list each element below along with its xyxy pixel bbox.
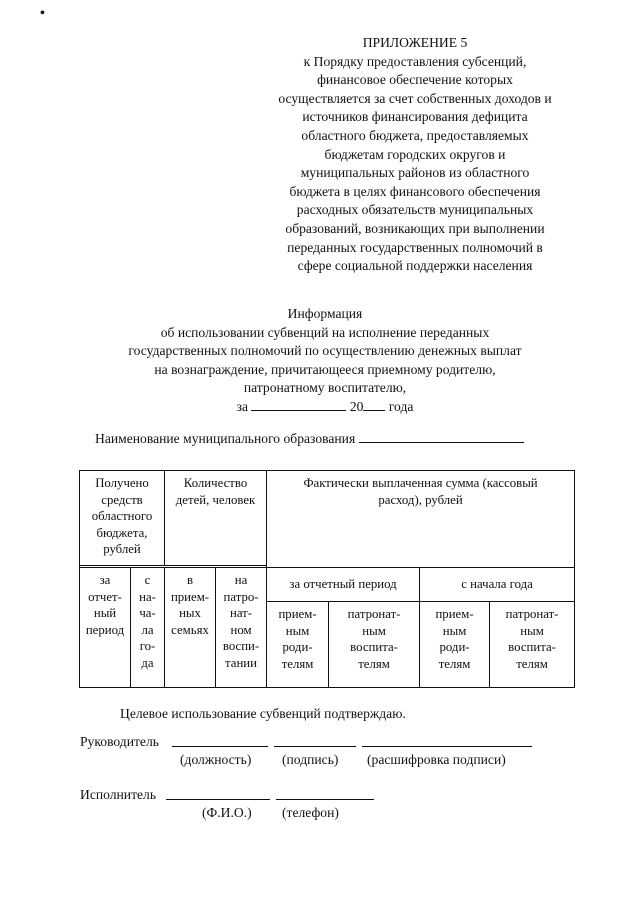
decoding-line[interactable] — [362, 746, 532, 747]
header-group-year-start: с начала года — [420, 568, 575, 602]
appendix-block — [255, 34, 575, 276]
executor-phone-line[interactable] — [276, 799, 374, 800]
appendix-line: расходных обязательств муниципальных — [296, 202, 534, 218]
header-group-reporting: за отчетный период — [267, 568, 420, 602]
period-suffix: года — [388, 398, 414, 414]
header-reporting-period: за отчет- ный период — [80, 568, 131, 688]
period-year-blank[interactable] — [363, 398, 385, 411]
header-foster-families: в прием- ных семьях — [165, 568, 216, 688]
position-line[interactable] — [172, 746, 268, 747]
header-patronage-educators-period: патронат- ным воспита- телям — [329, 602, 420, 688]
appendix-line: бюджета в целях финансового обеспечения — [289, 183, 541, 199]
period-year-prefix: 20 — [349, 398, 364, 414]
executor-name-line[interactable] — [166, 799, 270, 800]
appendix-title: ПРИЛОЖЕНИЕ 5 — [362, 35, 468, 50]
period-prefix: за — [236, 398, 248, 414]
executor-label: Исполнитель — [80, 787, 157, 802]
executor-phone-caption: (телефон) — [282, 805, 339, 820]
appendix-line: муниципальных районов из областного — [300, 165, 530, 181]
municipality-row — [95, 430, 524, 448]
period-blank-field[interactable] — [251, 398, 346, 411]
period-line — [90, 398, 560, 417]
purpose-confirmation: Целевое использование субвенций подтверждаю. — [120, 706, 406, 721]
municipality-blank-field[interactable] — [359, 430, 524, 443]
heading-line: государственных полномочий по осуществлению денежных выплат — [128, 343, 522, 359]
appendix-line: сфере социальной поддержки населения — [297, 258, 533, 274]
appendix-line: к Порядку предоставления субсенций, — [303, 53, 527, 69]
decoding-caption: (расшифровка подписи) — [367, 752, 506, 767]
appendix-line: финансовое обеспечение которых — [317, 72, 513, 88]
header-patronage-care: на патро- нат- ном воспи- тании — [216, 568, 267, 688]
header-children-count: Количество детей, человек — [165, 471, 267, 566]
municipality-label: Наименование муниципального образования — [95, 431, 356, 446]
appendix-line: осуществляется за счет собственных доходов и — [278, 90, 552, 106]
header-patronage-educators-year: патронат- ным воспита- телям — [490, 602, 575, 688]
table-header-row-2 — [80, 568, 575, 602]
signature-caption: (подпись) — [282, 752, 339, 767]
table-header-row-1 — [80, 471, 575, 566]
header-year-start: с на- ча- ла го- да — [131, 568, 165, 688]
position-caption: (должность) — [180, 752, 252, 767]
appendix-line: переданных государственных полномочий в — [287, 239, 543, 255]
document-heading — [90, 305, 560, 417]
heading-title: Информация — [287, 306, 363, 321]
header-actual-paid: Фактически выплаченная сумма (кассовый расход), рублей — [267, 471, 575, 568]
heading-line: на вознаграждение, причитающееся приемному родителю, — [154, 361, 496, 377]
heading-line: патронатному воспитателю, — [243, 380, 407, 396]
stray-mark: • — [40, 6, 45, 21]
executor-name-caption: (Ф.И.О.) — [202, 805, 252, 820]
head-label: Руководитель — [80, 734, 159, 749]
appendix-line: источников финансирования дефицита — [302, 109, 528, 125]
appendix-line: областного бюджета, предоставляемых — [301, 127, 529, 143]
header-foster-parents-year: прием- ным роди- телям — [420, 602, 490, 688]
header-received-funds: Получено средств областного бюджета, рублей — [80, 471, 165, 566]
signature-line[interactable] — [274, 746, 356, 747]
header-foster-parents-period: прием- ным роди- телям — [267, 602, 329, 688]
heading-line: об использовании субвенций на исполнение переданных — [160, 324, 490, 340]
report-table — [79, 470, 575, 688]
appendix-line: бюджетам городских округов и — [324, 146, 506, 162]
appendix-line: образований, возникающих при выполнении — [285, 220, 545, 236]
